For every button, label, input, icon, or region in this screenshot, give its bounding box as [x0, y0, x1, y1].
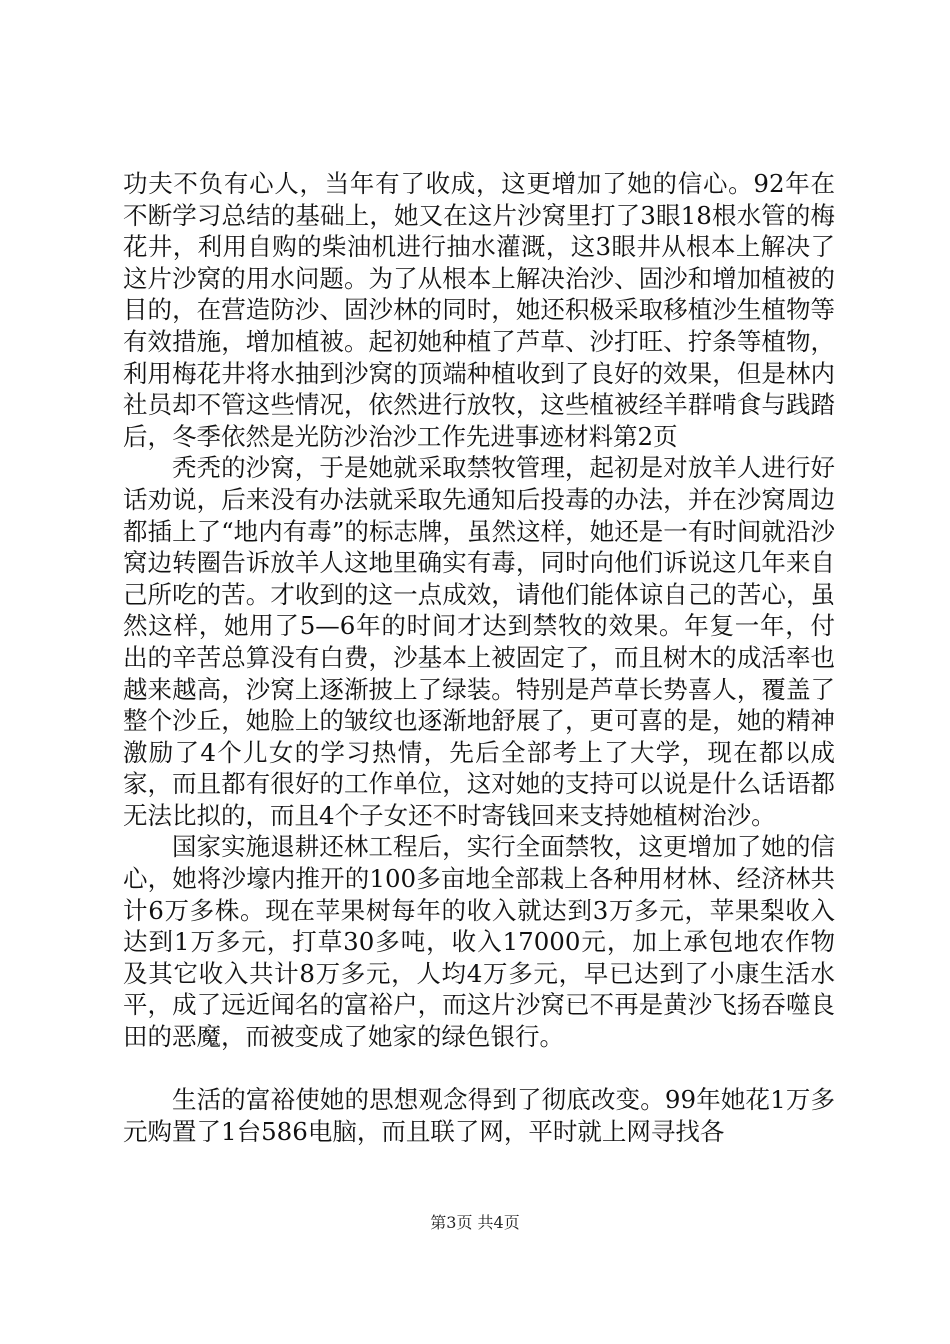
paragraph-4: 生活的富裕使她的思想观念得到了彻底改变。99年她花1万多元购置了1台586电脑，而且联了网，平时就上网寻找各 [123, 1085, 835, 1146]
paragraph-3: 国家实施退耕还林工程后，实行全面禁牧，这更增加了她的信心，她将沙壕内推开的100多亩地全部栽上各种用材林、经济林共计6万多株。现在苹果树每年的收入就达到3万多元，苹果梨收入达到1万多元，打草30多吨，收入17000元，加上承包地农作物及其它收入共计8万多元，人均4万多元，早已达到了小康生活水平，成了远近闻名的富裕户，而这片沙窝已不再是黄沙飞扬吞噬良田的恶魔，而被变成了她家的绿色银行。 [123, 832, 835, 1052]
paragraph-2: 秃秃的沙窝，于是她就采取禁牧管理，起初是对放羊人进行好话劝说，后来没有办法就采取先通知后投毒的办法，并在沙窝周边都插上了“地内有毒”的标志牌，虽然这样，她还是一有时间就沿沙窝边转圈告诉放羊人这地里确实有毒，同时向他们诉说这几年来自己所吃的苦。才收到的这一点成效，请他们能体谅自己的苦心，虽然这样，她用了5—6年的时间才达到禁牧的效果。年复一年，付出的辛苦总算没有白费，沙基本上被固定了，而且树木的成活率也越来越高，沙窝上逐渐披上了绿装。特别是芦草长势喜人，覆盖了整个沙丘，她脸上的皱纹也逐渐地舒展了，更可喜的是，她的精神激励了4个儿女的学习热情，先后全部考上了大学，现在都以成家，而且都有很好的工作单位，这对她的支持可以说是什么话语都无法比拟的，而且4个子女还不时寄钱回来支持她植树治沙。 [123, 453, 835, 830]
page-number-footer: 第3页 共4页 [430, 1213, 520, 1232]
document-body [123, 168, 835, 1147]
paragraph-spacer [123, 1053, 835, 1085]
paragraph-1: 功夫不负有心人，当年有了收成，这更增加了她的信心。92年在不断学习总结的基础上，她又在这片沙窝里打了3眼18根水管的梅花井，利用自购的柴油机进行抽水灌溉，这3眼井从根本上解决了这片沙窝的用水问题。为了从根本上解决治沙、固沙和增加植被的目的，在营造防沙、固沙林的同时，她还积极采取移植沙生植物等有效措施，增加植被。起初她种植了芦草、沙打旺、拧条等植物，利用梅花井将水抽到沙窝的顶端种植收到了良好的效果，但是林内社员却不管这些情况，依然进行放牧，这些植被经羊群啃食与践踏后，冬季依然是光防沙治沙工作先进事迹材料第2页 [123, 169, 835, 451]
